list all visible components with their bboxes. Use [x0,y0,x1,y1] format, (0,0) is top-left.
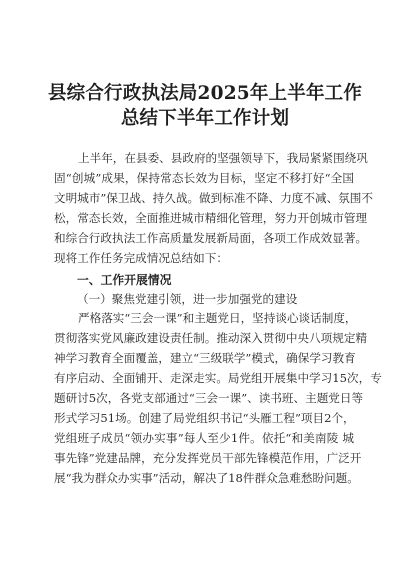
body-line: 神学习教育全面覆盖，建立“三级联学”模式，确保学习教育 [54,351,356,365]
intro-line: 松，常态长效，全面推进城市精细化管理，努力开创城市管理 [54,211,368,225]
body-line: 形式学习51场。创建了局党组织书记“头雁工程”项目2个， [54,411,355,425]
document-title-line-1: 县综合行政执法局2025年上半年工作 [47,83,363,104]
body-line: 题研讨5次，各党支部通过“三会一课”、读书班、主题党日等 [54,391,364,405]
intro-line: 固“创城”成果，保持常态长效为目标，坚定不移打好“全国 [54,171,354,185]
document-title-line-2: 总结下半年工作计划 [120,108,290,129]
body-line: 严格落实“三会一课”和主题党日，坚持谈心谈话制度， [78,311,357,325]
body-line: 贯彻落实党风廉政建设责任制。推动深入贯彻中央八项规定精 [54,331,368,345]
intro-line: 文明城市”保卫战、持久战。做到标准不降、力度不减、氛围不 [54,191,373,205]
section-heading: 一、工作开展情况 [77,273,172,287]
intro-line: 和综合行政执法工作高质量发展新局面，各项工作成效显著。 [54,231,368,245]
body-line: 有序启动、全面铺开、走深走实。局党组开展集中学习15次，专 [54,371,382,385]
intro-line: 现将工作任务完成情况总结如下： [54,251,228,265]
intro-line: 上半年，在县委、县政府的坚强领导下，我局紧紧围绕巩 [78,151,368,165]
subsection-heading: （一）聚焦党建引领，进一步加强党的建设 [77,292,298,306]
body-line: 事先锋”党建品牌，充分发挥党员干部先锋模范作用，广泛开 [54,451,362,465]
body-line: 展“我为群众办实事”活动，解决了18件群众急难愁盼问题。 [54,471,359,485]
body-line: 党组班子成员“领办实事”每人至少1件。依托“和美南陵 城 [54,431,354,445]
